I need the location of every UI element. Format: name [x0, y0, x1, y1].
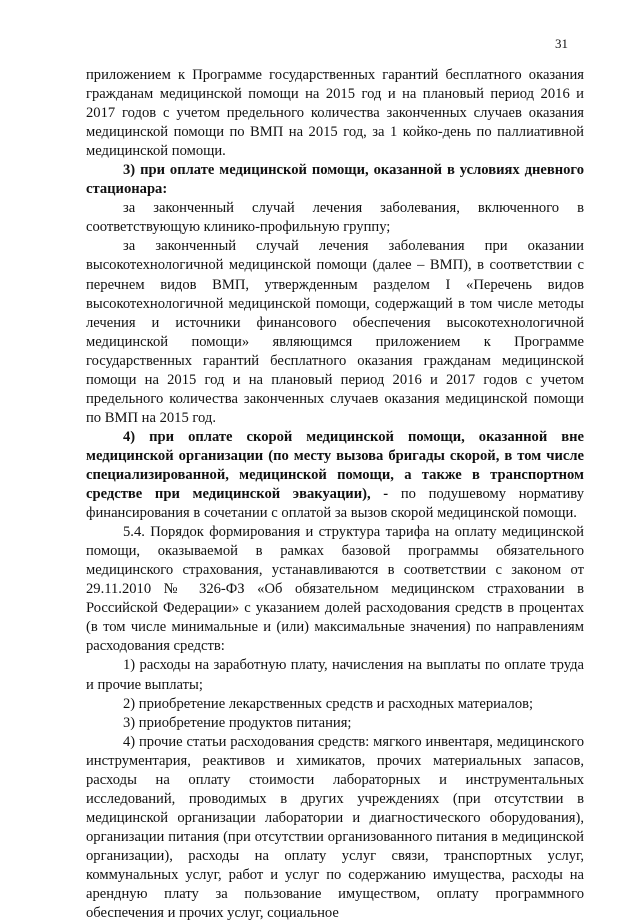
paragraph — [86, 161, 584, 199]
paragraph-text: 3) приобретение продуктов питания; — [123, 714, 352, 731]
paragraph — [86, 66, 584, 161]
paragraph-text: 4) прочие статьи расходования средств: мягкого инвентаря, медицинского инструментария, реактивов и химикатов, прочих материальных запасов, расходы на оплату стоимости лабораторных и инструментальных исследований, проводимых в других учреждениях (при отсутствии в медицинской организации лаборатории и диагностического оборудования), организации питания (при отсутствии организованного питания в медицинской организации), расходы на оплату услуг связи, транспортных услуг, коммунальных услуг, работ и услуг по содержанию имущества, расходы на арендную плату за пользование имуществом, оплату программного обеспечения и прочих услуг, социальное — [86, 733, 584, 922]
paragraph-text: 5.4. Порядок формирования и структура тарифа на оплату медицинской помощи, оказываемой в рамках базовой программы обязательного медицинского страхования, устанавливаются в соответствии с законом от 29.11.2010 № 326-ФЗ «Об обязательном медицинском страховании в Российской Федерации» с указанием долей расходования средств в процентах (в том числе минимальные и (или) максимальные значения) по направлениям расходования средств: — [86, 524, 584, 655]
paragraph — [86, 714, 584, 733]
paragraph — [86, 237, 584, 427]
paragraph-text: 1) расходы на заработную плату, начисления на выплаты по оплате труда и прочие выплаты; — [86, 657, 584, 693]
paragraph-text: за законченный случай лечения заболевания при оказании высокотехнологичной медицинской помощи (далее – ВМП), в соответствии с перечнем видов ВМП, утвержденным разделом I «Перечень видов высокотехнологичной медицинской помощи, содержащий в том числе методы лечения и источники финансового обеспечения высокотехнологичной медицинской помощи» являющимся приложением к Программе государственных гарантий бесплатного оказания гражданам медицинской помощи на 2015 год и на плановый период 2016 и 2017 годов с учетом предельного количества законченных случаев оказания медицинской помощи по ВМП на 2015 год. — [86, 238, 584, 426]
paragraph — [86, 656, 584, 694]
paragraph — [86, 199, 584, 237]
paragraph-text: 2) приобретение лекарственных средств и расходных материалов; — [123, 695, 534, 712]
paragraph — [86, 695, 584, 714]
paragraph-text: по подушевому нормативу финансирования в сочетании с оплатой за вызов скорой медицинской помощи. — [86, 486, 584, 522]
paragraph — [86, 523, 584, 656]
page-number: 31 — [555, 36, 568, 51]
document-body — [86, 66, 584, 923]
paragraph-text: приложением к Программе государственных гарантий бесплатного оказания гражданам медицинской помощи на 2015 год и на плановый период 2016 и 2017 годов с учетом предельного количества законченных случаев оказания медицинской помощи по ВМП на 2015 год, за 1 койко-день по паллиативной медицинской помощи. — [86, 67, 584, 160]
bold-text: 3) при оплате медицинской помощи, оказанной в условиях дневного стационара: — [86, 162, 584, 198]
bold-text: 4) при оплате скорой медицинской помощи, оказанной вне медицинской организации (по месту вызова бригады скорой, в том числе специализированной, медицинской помощи, а также в транспортном средстве при медицинской эвакуации), - — [86, 428, 584, 503]
paragraph-text: за законченный случай лечения заболевания, включенного в соответствующую клинико-профильную группу; — [86, 200, 584, 236]
paragraph — [86, 428, 584, 523]
paragraph — [86, 733, 584, 923]
